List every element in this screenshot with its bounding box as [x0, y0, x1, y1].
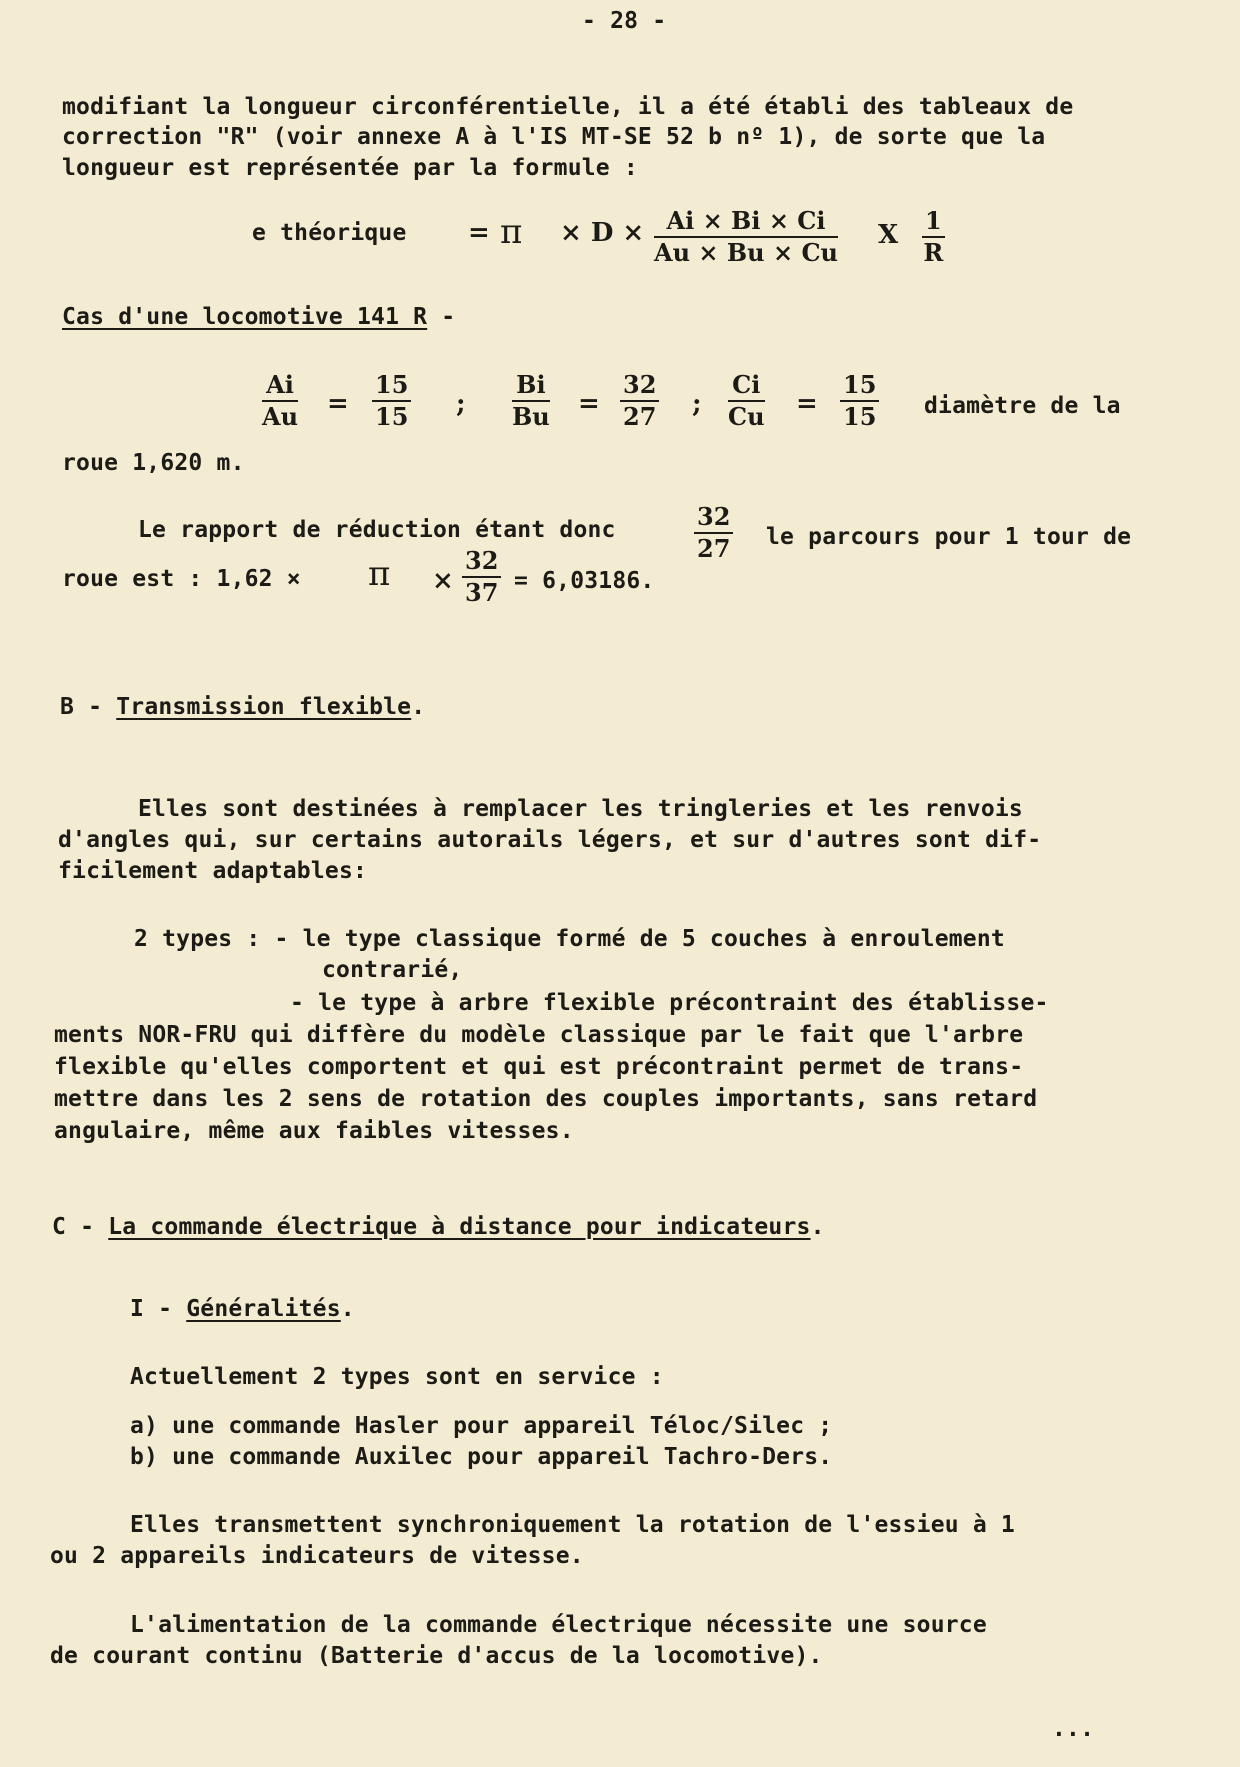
section-b-heading [60, 694, 425, 720]
correction-fraction [922, 208, 945, 266]
section-c-heading [52, 1214, 825, 1240]
equals-sign: = [578, 389, 600, 419]
list-item: b) une commande Auxilec pour appareil Tachro-Ders. [130, 1444, 833, 1470]
reduction-text: Le rapport de réduction étant donc [138, 517, 616, 543]
types-line: - le type à arbre flexible précontraint des établisse- [290, 990, 1049, 1016]
reduction-calc: roue est : 1,62 × [62, 566, 301, 592]
subsection-title: Généralités [186, 1296, 341, 1322]
fraction-denominator: R [923, 238, 944, 267]
case-heading [62, 304, 455, 330]
fraction-numerator: Ai × Bi × Ci [654, 208, 838, 238]
section-b-title: Transmission flexible [116, 694, 412, 720]
fraction-numerator: 15 [840, 372, 879, 402]
fraction-denominator: Au × Bu × Cu [654, 238, 838, 267]
fraction-numerator: Bi [512, 372, 550, 402]
intro-line: longueur est représentée par la formule : [62, 155, 638, 181]
fraction-denominator: Bu [512, 402, 550, 431]
fraction-denominator: 15 [375, 402, 409, 431]
section-b-dot: . [411, 694, 426, 720]
times-sign: × [432, 566, 454, 596]
formula-equals: = [468, 218, 490, 248]
fraction-denominator: 27 [623, 402, 657, 431]
types-line: angulaire, même aux faibles vitesses. [54, 1118, 574, 1144]
types-line: ments NOR-FRU qui diffère du modèle classique par le fait que l'arbre [54, 1022, 1024, 1048]
types-line: flexible qu'elles comportent et qui est précontraint permet de trans- [54, 1054, 1024, 1080]
ratio-a-value [372, 372, 411, 430]
fraction-numerator: 32 [694, 504, 733, 534]
continuation-marker: ... [1052, 1716, 1095, 1742]
types-line: 2 types : - le type classique formé de 5 couches à enroulement [134, 926, 1005, 952]
fraction-denominator: 15 [843, 402, 877, 431]
ratio-tail: diamètre de la [924, 393, 1121, 419]
paragraph-line: ou 2 appareils indicateurs de vitesse. [50, 1543, 584, 1569]
separator: ; [456, 389, 466, 419]
paragraph-line: de courant continu (Batterie d'accus de la locomotive). [50, 1643, 823, 1669]
types-line: contrarié, [322, 957, 463, 983]
paragraph-line: ficilement adaptables: [58, 858, 368, 884]
ratio-b [512, 372, 550, 430]
section-c-dot: . [810, 1214, 825, 1240]
wheel-diameter-line: roue 1,620 m. [62, 450, 245, 476]
reduction-text: le parcours pour 1 tour de [766, 524, 1132, 550]
reduction-result: = 6,03186. [514, 568, 655, 594]
fraction-denominator: 27 [697, 534, 731, 563]
ratio-a [262, 372, 298, 430]
intro-line: modifiant la longueur circonférentielle, il a été établi des tableaux de [62, 94, 1074, 120]
subsection-prefix: I - [130, 1296, 173, 1322]
ratio-c [728, 372, 765, 430]
separator: ; [692, 389, 702, 419]
subsection-heading [130, 1296, 355, 1322]
equals-sign: = [796, 389, 818, 419]
reduction-fraction [694, 504, 733, 562]
fraction-numerator: Ai [262, 372, 298, 402]
gear-ratio-fraction [654, 208, 838, 266]
reduction-fraction-2 [462, 548, 501, 606]
section-b-prefix: B - [60, 694, 103, 720]
fraction-numerator: 15 [372, 372, 411, 402]
formula-x: X [878, 220, 899, 250]
pi-symbol: π [500, 212, 523, 252]
section-c-prefix: C - [52, 1214, 95, 1240]
fraction-denominator: Cu [728, 402, 765, 431]
paragraph-line: Elles sont destinées à remplacer les tringleries et les renvois [138, 796, 1023, 822]
pi-symbol: π [368, 554, 391, 594]
subsection-dot: . [340, 1296, 355, 1322]
equals-sign: = [327, 389, 349, 419]
paragraph-line: Actuellement 2 types sont en service : [130, 1364, 664, 1390]
fraction-numerator: 32 [462, 548, 501, 578]
fraction-numerator: 32 [620, 372, 659, 402]
paragraph-line: L'alimentation de la commande électrique nécessite une source [130, 1612, 987, 1638]
paragraph-line: d'angles qui, sur certains autorails légers, et sur d'autres sont dif- [58, 827, 1042, 853]
types-line: mettre dans les 2 sens de rotation des couples importants, sans retard [54, 1086, 1038, 1112]
fraction-numerator: 1 [922, 208, 945, 238]
formula-lhs: e théorique [252, 220, 407, 246]
case-heading-dash: - [441, 304, 456, 330]
intro-line: correction "R" (voir annexe A à l'IS MT-SE 52 b nº 1), de sorte que la [62, 124, 1046, 150]
list-item: a) une commande Hasler pour appareil Téloc/Silec ; [130, 1413, 833, 1439]
paragraph-line: Elles transmettent synchroniquement la rotation de l'essieu à 1 [130, 1512, 1015, 1538]
section-c-title: La commande électrique à distance pour indicateurs [108, 1214, 811, 1240]
formula-times-d: × D × [560, 218, 645, 248]
case-heading-title: Cas d'une locomotive 141 R [62, 304, 428, 330]
fraction-denominator: Au [262, 402, 299, 431]
ratio-c-value [840, 372, 879, 430]
page-number: - 28 - [582, 8, 667, 34]
fraction-denominator: 37 [465, 578, 499, 607]
ratio-b-value [620, 372, 659, 430]
fraction-numerator: Ci [728, 372, 765, 402]
